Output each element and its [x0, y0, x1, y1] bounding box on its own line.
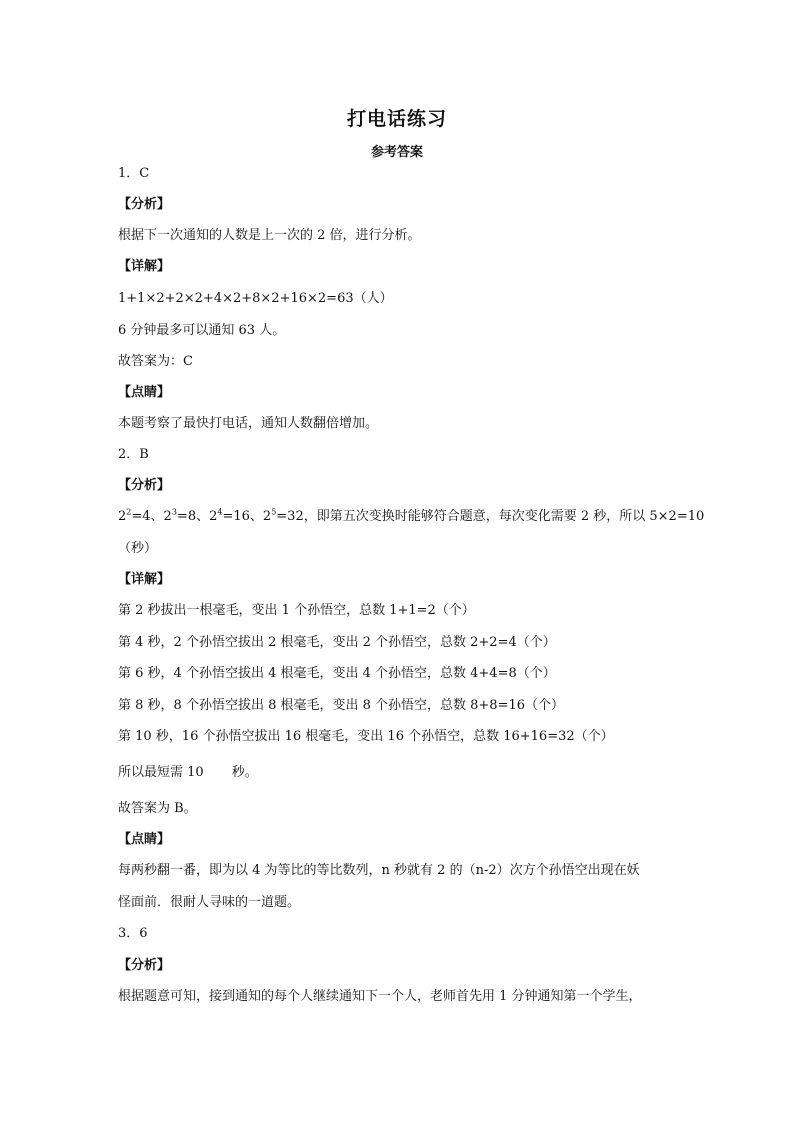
page-subtitle: 参考答案: [370, 145, 423, 160]
section-heading: 【分析】: [118, 958, 171, 973]
power-base: 2: [262, 509, 272, 524]
text-line: 根据下一次通知的人数是上一次的 2 倍，进行分析。: [118, 228, 421, 243]
power-text: =8、: [176, 509, 210, 524]
text-line: 本题考察了最快打电话，通知人数翻倍增加。: [118, 416, 379, 431]
shortest-time-pre: 所以最短需 10: [118, 765, 204, 780]
answer-2-heading: 2．B: [118, 447, 149, 462]
page-title: 打电话练习: [346, 108, 447, 130]
section-heading: 【点睛】: [118, 385, 171, 400]
shortest-time-post: 秒。: [231, 765, 258, 780]
section-heading: 【分析】: [118, 478, 171, 493]
power-base: 2: [163, 509, 172, 524]
section-heading: 【详解】: [118, 572, 171, 587]
text-line: 根据题意可知，接到通知的每个人继续通知下一个人，老师首先用 1 分钟通知第一个学生，: [118, 989, 642, 1004]
answer-1-heading: 1．C: [118, 166, 150, 181]
power-text: =16、: [222, 509, 263, 524]
text-line: 故答案为：C: [118, 354, 193, 369]
section-heading: 【分析】: [118, 197, 171, 212]
answer-3-heading: 3．6: [118, 926, 148, 941]
text-line: 第 2 秒拔出一根毫毛，变出 1 个孙悟空，总数 1+1=2（个）: [118, 603, 475, 618]
text-line: 怪面前．很耐人寻味的一道题。: [118, 895, 301, 910]
text-line: （秒）: [118, 541, 158, 556]
exponent: 3: [171, 507, 177, 517]
section-heading: 【点睛】: [118, 832, 171, 847]
power-base: 2: [118, 509, 127, 524]
text-line: 第 4 秒，2 个孙悟空拔出 2 根毫毛，变出 2 个孙悟空，总数 2+2=4（个）: [118, 635, 556, 650]
exponent: 5: [271, 507, 277, 517]
power-text: =32，即第五次变换时能够符合题意，每次变化需要 2 秒，所以 5×2=10: [276, 509, 705, 524]
powers-line: [118, 508, 704, 526]
text-line: 每两秒翻一番，即为以 4 为等比的等比数列，n 秒就有 2 的（n-2）次方个孙悟空出现在妖: [118, 863, 640, 878]
exponent: 2: [126, 507, 132, 517]
power-text: =4、: [131, 509, 164, 524]
text-line: 1+1×2+2×2+4×2+8×2+16×2=63（人）: [118, 291, 393, 306]
text-line: 第 10 秒，16 个孙悟空拔出 16 根毫毛，变出 16 个孙悟空，总数 16+16=32（个）: [118, 729, 614, 744]
power-base: 2: [209, 509, 218, 524]
exponent: 4: [217, 507, 223, 517]
text-line: 故答案为 B。: [118, 801, 197, 816]
text-line: 第 6 秒，4 个孙悟空拔出 4 根毫毛，变出 4 个孙悟空，总数 4+4=8（个）: [118, 666, 556, 681]
shortest-time-line: [118, 764, 258, 782]
section-heading: 【详解】: [118, 259, 171, 274]
text-line: 第 8 秒，8 个孙悟空拔出 8 根毫毛，变出 8 个孙悟空，总数 8+8=16（个）: [118, 698, 565, 713]
text-line: 6 分钟最多可以通知 63 人。: [118, 323, 286, 338]
